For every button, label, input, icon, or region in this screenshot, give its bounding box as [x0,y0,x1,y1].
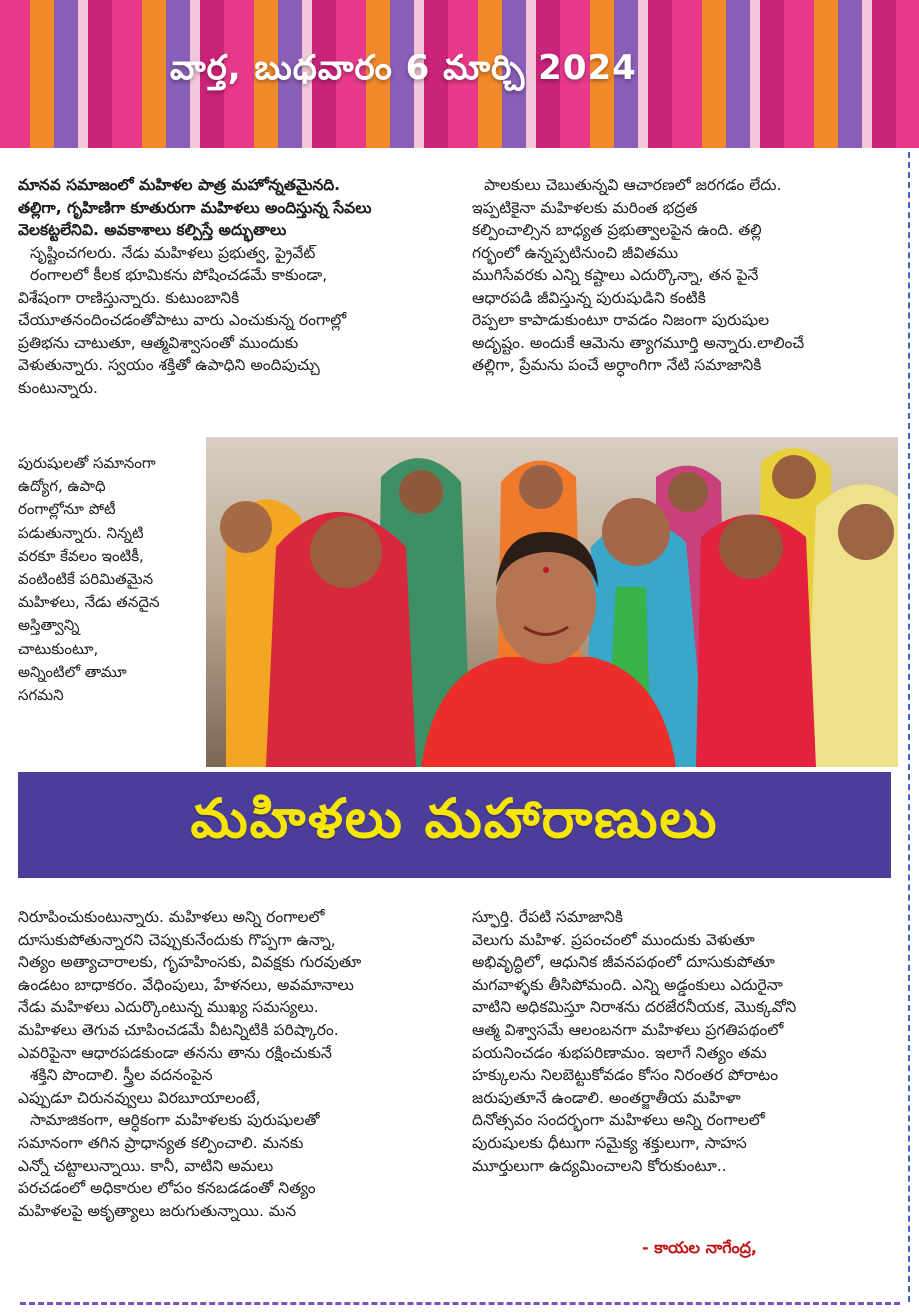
article-line: పయనించడం శుభపరిణామం. ఇలాగే నిత్యం తమ [472,1043,767,1062]
article-line: మూర్తులుగా ఉద్యమించాలని కోరుకుంటూ.. [472,1156,727,1175]
article-line: అస్తిత్వాన్ని [18,616,80,635]
article-line: చాటుకుంటూ, [18,639,99,658]
article-line: సామాజికంగా, ఆర్ధికంగా మహిళలకు పురుషులతో [30,1111,320,1130]
article-line: రెప్పలా కాపాడుకుంటూ రావడం నిజంగా పురుషుల [472,311,770,329]
article-line: పడుతున్నారు. నిన్నటి [18,523,144,542]
article-line: నిత్యం అత్యాచారాలకు, గృహహింసకు, వివక్షకు గురవుతూ [18,953,362,972]
article-line: హక్కులను నిలబెట్టుకోవడం కోసం నిరంతర పోరాటం [472,1066,779,1085]
page-title: వార్త, బుధవారం 6 మార్చి 2024 [170,48,637,88]
photo-illustration [206,437,898,767]
headline-banner [18,772,891,878]
article-column-narrow [18,452,198,707]
article-line: తల్లిగా, గృహిణిగా కూతురుగా మహిళలు అందిస్తున్న సేవలు [18,198,372,217]
article-line: నేడు మహిళలు ఎదుర్కొంటున్న ముఖ్య సమస్యలు. [18,998,319,1017]
article-line: ఆత్మ విశ్వాసమే ఆలంబనగా మహిళలు ప్రగతిపథంలో [472,1020,784,1039]
headline-title: మహిళలు మహారాణులు [190,786,719,850]
article-line: పాలకులు చెబుతున్నవి ఆచారణలో జరగడం లేదు. [484,176,782,194]
article-line: సమానంగా తగిన ప్రాధాన్యత కల్పించాలి. మనకు [18,1133,304,1152]
article-column-bottom-left [18,906,463,1222]
article-column-bottom-right [472,906,902,1177]
article-line: ఆధారపడి జీవిస్తున్న పురుషుడిని కంటికి [472,288,706,307]
article-line: స్ఫూర్తి. రేపటి సమాజానికి [472,908,623,926]
author-byline: - కాయల నాగేంద్ర, [642,1238,758,1257]
article-line: పురుషులతో సమానంగా [18,454,156,472]
article-line: రంగాలలో కీలక భూమికను పోషించడమే కాకుండా, [30,266,328,284]
article-line: అభివృద్ధిలో, ఆధునిక జీవనపథంలో దూసుకుపోతూ [472,953,775,972]
bottom-divider [20,1302,900,1306]
article-line: తల్లిగా, ప్రేమను పంచే అర్ధాంగిగా నేటి సమాజానికి [472,356,762,374]
article-line: గర్భంలో ఉన్నప్పటినుంచి జీవితము [472,243,679,262]
women-group-photo [206,437,898,767]
article-line: వెలుగు మహిళ. ప్రపంచంలో ముందుకు వెళుతూ [472,930,755,949]
article-line: మహిళలపై అకృత్యాలు జరుగుతున్నాయి. మన [18,1201,297,1220]
article-line: మహిళలు తెగువ చూపించడమే వీటన్నిటికి పరిష్కారం. [18,1020,339,1039]
article-line: కల్పించాల్సిన బాధ్యత ప్రభుత్వాలపైన ఉంది. తల్లి [472,221,762,239]
masthead-stripes [0,0,919,148]
article-line: మగవాళ్ళకు తీసిపోమంది. ఎన్ని అడ్డంకులు ఎదురైనా [472,975,783,994]
article-line: దూసుకుపోతున్నారని చెప్పుకునేందుకు గొప్పగా ఉన్నా, [18,930,336,949]
article-line: దినోత్సవం సందర్భంగా మహిళలు అన్ని రంగాలలో [472,1111,765,1130]
article-column-top-right [472,174,902,377]
article-line: విశేషంగా రాణిస్తున్నారు. కుటుంబానికి [18,288,240,307]
article-column-top-left [18,174,463,399]
article-line: ప్రతిభను చాటుతూ, ఆత్మవిశ్వాసంతో ముందుకు [18,333,299,352]
article-line: అన్నింటిలో తామూ [18,662,127,681]
article-line: మహిళలు, నేడు తనదైన [18,593,160,612]
article-line: ఇప్పటికైనా మహిళలకు మరింత భద్రత [472,198,698,217]
column-divider [908,152,912,1302]
article-line: వాటిని అధికమిస్తూ నిరాశను దరజేరనీయక, మొక్కవోని [472,998,797,1017]
article-line: పురుషులకు ధీటుగా సమైక్య శక్తులుగా, సాహస [472,1133,747,1152]
article-line: వరకూ కేవలం ఇంటికీ, [18,546,144,565]
article-line: అదృష్టం. అందుకే ఆమెను త్యాగమూర్తి అన్నారు.లాలించే [472,333,805,352]
article-line: వెళుతున్నారు. స్వయం శక్తితో ఉపాధిని అందిపుచ్చు [18,356,320,374]
article-line: చేయూతనందించడంతోపాటు వారు ఎంచుకున్న రంగాల్లో [18,311,347,329]
article-line: సృష్టించగలరు. నేడు మహిళలు ప్రభుత్వ, ప్రైవేట్ [30,243,316,262]
article-line: ఎవరిపైనా ఆధారపడకుండా తనను తాను రక్షించుకునే [18,1043,332,1062]
article-line: మానవ సమాజంలో మహిళల పాత్ర మహోన్నతమైనది. [18,176,341,194]
article-line: ఎప్పుడూ చిరునవ్వులు విరబూయాలంటే, [18,1088,261,1107]
article-line: ముగిసేవరకు ఎన్ని కష్టాలు ఎదుర్కొన్నా, తన పైనే [472,266,759,284]
article-line: ఎన్నో చట్టాలున్నాయి. కానీ, వాటిని అమలు [18,1156,274,1175]
article-line: నిరూపించుకుంటున్నారు. మహిళలు అన్ని రంగాలలో [18,908,325,926]
article-line: జరుపుతూనే ఉండాలి. అంతర్జాతీయ మహిళా [472,1088,741,1107]
article-line: ఉద్యోగ, ఉపాధి [18,477,106,496]
article-line: ఉండటం బాధాకరం. వేధింపులు, హేళనలు, అవమానాలు [18,975,354,994]
article-line: వంటింటికే పరిమితమైన [18,570,154,589]
article-line: రంగాల్లోనూ పోటీ [18,500,116,519]
article-line: సగమని [18,686,64,705]
article-line: శక్తిని పొందాలి. స్త్రీల వదనంపైన [30,1066,213,1085]
article-line: కుంటున్నారు. [18,378,98,397]
article-line: వెలకట్టలేనివి. అవకాశాలు కల్పిస్తే అద్భుతాలు [18,221,287,239]
article-line: పరచడంలో అధికారుల లోపం కనబడడంతో నిత్యం [18,1179,316,1198]
